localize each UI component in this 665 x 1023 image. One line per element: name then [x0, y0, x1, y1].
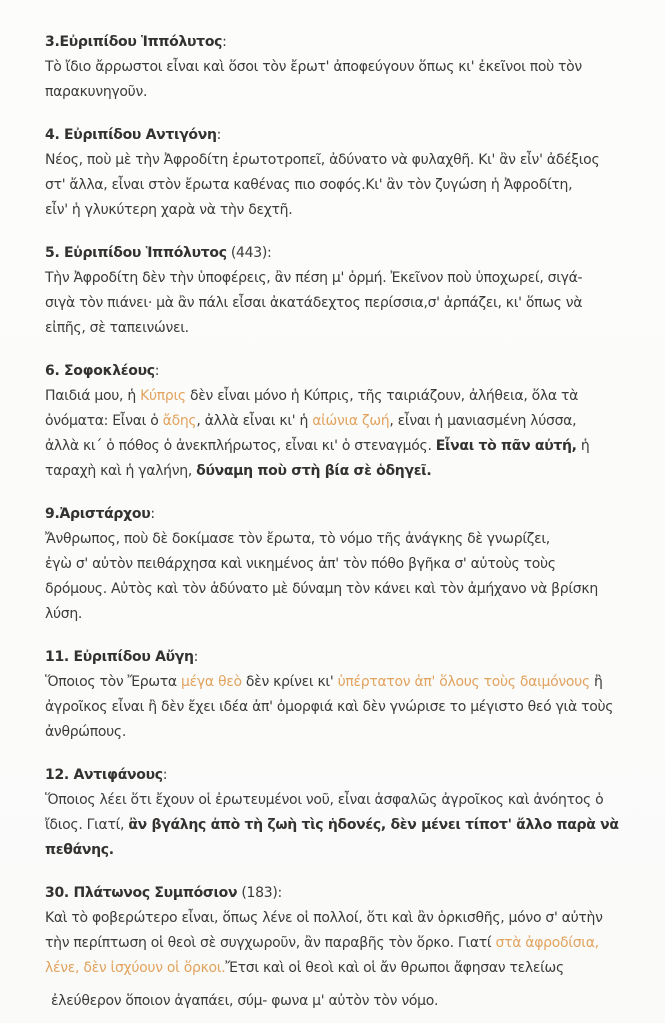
- text-run: λύση.: [45, 606, 83, 622]
- text-line: [45, 956, 647, 981]
- section-number: 6.: [45, 363, 65, 379]
- section-author-title: Εὐριπίδου Ἱππόλυτος: [64, 245, 227, 261]
- section-ref: :: [162, 767, 168, 783]
- text-line: [45, 602, 647, 627]
- text-line: [45, 695, 647, 720]
- bold-text: ἂν βγάλης ἀπὸ τὴ ζωὴ τὶς ἡδονές, δὲν μένει τίποτ' ἄλλο παρὰ νὰ: [128, 817, 619, 833]
- section-ref: (443):: [226, 245, 272, 261]
- text-line: [45, 577, 647, 602]
- section-ref: (183):: [237, 885, 282, 901]
- highlighted-text: μέγα θεὸ: [181, 674, 242, 690]
- bold-text: δύναμη ποὺ στὴ βία σὲ ὁδηγεῖ.: [196, 463, 432, 479]
- section-number: 4.: [45, 127, 65, 143]
- quote-section: [45, 763, 647, 863]
- section-number: 3.: [45, 34, 60, 50]
- section-heading: [45, 502, 647, 527]
- section-number: 11.: [45, 649, 74, 665]
- text-line: [45, 291, 647, 316]
- section-heading: [45, 359, 647, 384]
- text-line: [45, 148, 647, 173]
- quote-section: [45, 30, 647, 105]
- text-run: εἶν' ἡ γλυκύτερη χαρὰ νὰ τὴν δεχτῆ.: [45, 202, 293, 218]
- text-run: ταραχὴ καὶ ἡ γαλήνη,: [45, 463, 197, 479]
- text-run: Τὴν Ἀφροδίτη δὲν τὴν ὑποφέρεις, ἂν πέση μ' ὁρμή. Ἐκεῖνον ποὺ ὑποχωρεί, σιγά-: [45, 270, 583, 286]
- text-run: δὲν εἶναι μόνο ἡ Κύπρις, τῆς ταιριάζουν, ἀλήθεια, ὅλα τὰ: [185, 388, 579, 404]
- text-run: Καὶ τὸ φοβερώτερο εἶναι, ὅπως λένε οἱ πολλοί, ὅτι καὶ ἂν ὁρκισθῆς, μόνο σ' αὐτὴν: [45, 910, 603, 926]
- text-line: [45, 459, 647, 484]
- text-run: ὀνόματα: Εἶναι ὁ: [45, 413, 163, 429]
- text-line: [45, 838, 647, 863]
- text-run: Ὅποιος λέει ὅτι ἔχουν οἱ ἐρωτευμένοι νοῦ, εἶναι ἀσφαλῶς ἀγροῖκος καὶ ἀνόητος ὁ: [45, 792, 604, 808]
- text-run: Νέος, ποὺ μὲ τὴν Ἀφροδίτη ἐρωτοτροπεῖ, ἀδύνατο νὰ φυλαχθῆ. Κι' ἂν εἶν' ἀδέξιος: [45, 152, 600, 168]
- text-run: ἢ: [589, 674, 603, 690]
- highlighted-text: ἄδης: [162, 413, 197, 429]
- text-line: [45, 173, 647, 198]
- section-ref: :: [193, 649, 199, 665]
- quote-section: [45, 645, 647, 745]
- text-line: [45, 931, 647, 956]
- section-number: 12.: [45, 767, 74, 783]
- section-ref: :: [222, 34, 227, 50]
- section-heading: [45, 30, 647, 55]
- bold-text: πεθάνης.: [45, 842, 114, 858]
- section-heading: [45, 645, 647, 670]
- section-author-title: Αντιφάνους: [73, 767, 163, 783]
- highlighted-text: ὑπέρτατον ἀπ' ὅλους τοὺς δαιμόνους: [337, 674, 590, 690]
- text-run: ἴδιος. Γιατί,: [45, 817, 129, 833]
- text-run: ἀλλὰ κι΄ ὁ πόθος ὁ ἀνεκπλήρωτος, εἶναι κι' ὁ στεναγμός.: [45, 438, 436, 454]
- text-line: [45, 55, 647, 80]
- text-run: δρόμους. Αὐτὸς καὶ τὸν ἀδύνατο μὲ δύναμη τὸν κάνει καὶ τὸν ἀμήχανο νὰ βρίσκη: [45, 581, 598, 597]
- text-run: στ' ἄλλα, εἶναι στὸν ἔρωτα καθένας πιο σοφός.Κι' ἂν τὸν ζυγώση ἡ Ἀφροδίτη,: [45, 177, 573, 193]
- quote-section: [45, 241, 647, 341]
- text-run: εἰπῆς, σὲ ταπεινώνει.: [45, 320, 189, 336]
- text-run: Τὸ ἴδιο ἄρρωστοι εἶναι καὶ ὅσοι τὸν ἔρωτ' ἀποφεύγουν ὅπως κι' ἐκεῖνοι ποὺ τὸν: [45, 59, 582, 75]
- text-line: [45, 906, 647, 931]
- text-line: [45, 198, 647, 223]
- text-line: [45, 670, 647, 695]
- text-run: , ἀλλὰ εἶναι κι' ἡ: [196, 413, 313, 429]
- text-run: ἐλεύθερον ὅποιον ἀγαπάει, σύμ- φωνα μ' αὐτὸν τὸν νόμο.: [51, 993, 439, 1009]
- text-run: παρακυνηγοῦν.: [45, 84, 148, 100]
- text-run: Ἔτσι καὶ οἱ θεοὶ καὶ οἱ ἄν θρωποι ἄφησαν τελείως: [225, 960, 564, 976]
- text-run: ἀγροῖκος εἶναι ἢ δὲν ἔχει ιδέα ἀπ' ὀμορφιά καὶ δὲν γνώρισε το μέγιστο θεό γιὰ τοὺς: [45, 699, 614, 715]
- highlighted-text: Κύπρις: [140, 388, 186, 404]
- quote-section: [45, 881, 647, 1014]
- text-line: [45, 80, 647, 105]
- section-author-title: Πλάτωνος Συμπόσιον: [73, 885, 238, 901]
- section-ref: :: [154, 363, 160, 379]
- section-heading: [45, 763, 647, 788]
- highlighted-text: στὰ ἀφροδίσια,: [495, 935, 599, 951]
- text-line: [45, 266, 647, 291]
- text-run: ἡ: [576, 438, 590, 454]
- section-number: 9.: [45, 506, 60, 522]
- section-author-title: Εὐριπίδου Ἱππόλυτος: [59, 34, 223, 50]
- quote-section: [45, 123, 647, 223]
- text-line: [45, 434, 647, 459]
- section-ref: :: [150, 506, 155, 522]
- quote-section: [45, 359, 647, 484]
- text-line: [45, 813, 647, 838]
- text-line: [45, 384, 647, 409]
- text-line: [45, 409, 647, 434]
- text-run: Παιδιά μου, ἡ: [45, 388, 141, 404]
- text-run: ἀνθρώπους.: [45, 724, 126, 740]
- section-heading: [45, 241, 647, 266]
- text-line: [45, 527, 647, 552]
- text-run: τὴν περίπτωση οἱ θεοὶ σὲ συγχωροῦν, ἂν παραβῆς τὸν ὅρκο. Γιατί: [45, 935, 496, 951]
- section-heading: [45, 123, 647, 148]
- bold-text: Εἶναι τὸ πᾶν αὐτή,: [435, 438, 577, 454]
- highlighted-text: αἰώνια ζωή: [312, 413, 390, 429]
- section-heading: [45, 881, 647, 906]
- text-run: ἐγὼ σ' αὐτὸν πειθάρχησα καὶ νικημένος ἀπ' τὸν πόθο βγῆκα σ' αὐτοὺς τοὺς: [45, 556, 556, 572]
- section-author-title: Εὐριπίδου Αὔγη: [73, 649, 194, 665]
- quote-section: [45, 502, 647, 627]
- text-line: [45, 989, 647, 1014]
- text-run: σιγὰ τὸν πιάνει· μὰ ἂν πάλι εἶσαι ἀκατάδεχτος περίσσια,σ' ἀρπάζει, κι' ὅπως νὰ: [45, 295, 583, 311]
- text-run: , εἶναι ἡ μανιασμένη λύσσα,: [389, 413, 577, 429]
- section-author-title: Σοφοκλέους: [64, 363, 155, 379]
- text-run: Ὅποιος τὸν Ἔρωτα: [45, 674, 182, 690]
- text-run: δὲν κρίνει κι': [241, 674, 338, 690]
- section-ref: :: [216, 127, 222, 143]
- section-author-title: Ἀριστάρχου: [59, 506, 151, 522]
- text-run: Ἄνθρωπος, ποὺ δὲ δοκίμασε τὸν ἔρωτα, τὸ νόμο τῆς ἀνάγκης δὲ γνωρίζει,: [45, 531, 550, 547]
- highlighted-text: λένε, δὲν ἰσχύουν οἱ ὅρκοι.: [45, 960, 226, 976]
- section-author-title: Εὐριπίδου Αντιγόνη: [64, 127, 217, 143]
- text-line: [45, 720, 647, 745]
- text-line: [45, 316, 647, 341]
- text-line: [45, 788, 647, 813]
- text-line: [45, 552, 647, 577]
- section-number: 5.: [45, 245, 65, 261]
- section-number: 30.: [45, 885, 74, 901]
